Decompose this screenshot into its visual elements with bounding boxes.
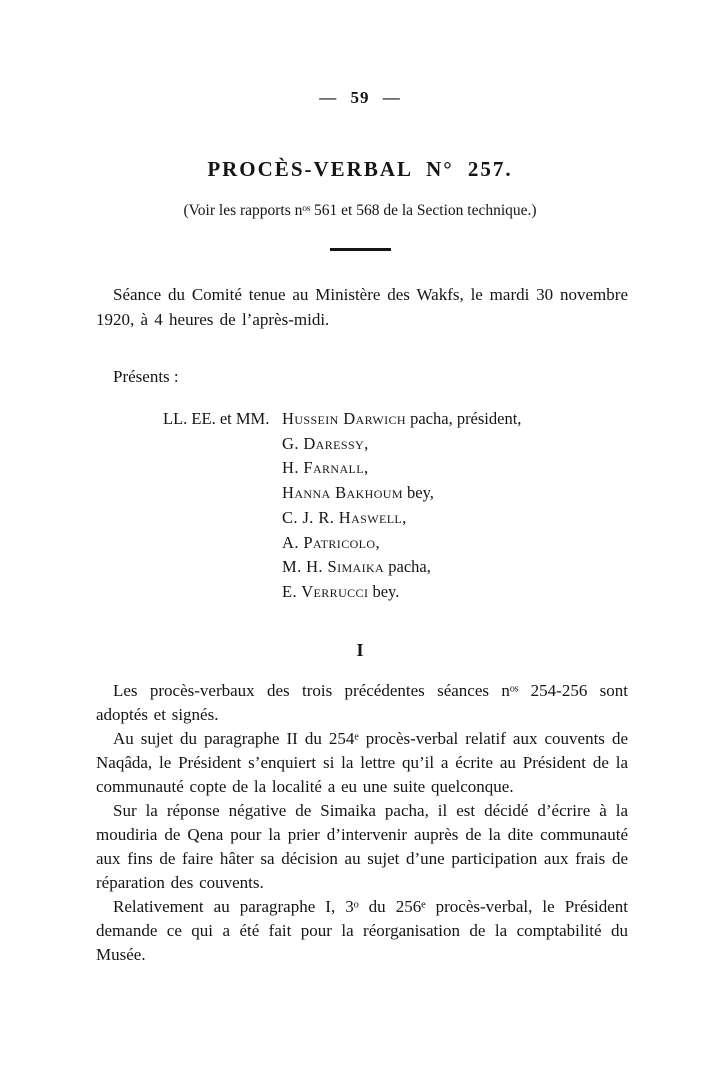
attendee-name: M. H. Simaika	[282, 557, 385, 577]
section-heading: I	[356, 640, 364, 660]
attendee-name: H. Farnall	[282, 458, 365, 478]
title-reference-note: (Voir les rapports nᵒˢ 561 et 568 de la Section technique.)	[183, 202, 537, 219]
attendee-name: A. Patricolo	[282, 532, 376, 552]
attendee-row	[163, 506, 643, 531]
attendee-row	[163, 407, 643, 432]
body-paragraph: Relativement au paragraphe I, 3ᵒ du 256ᵉ procès-verbal, le Président demande ce qui a été fait pour la réorganisation de la comptabilité du Musée.	[96, 897, 628, 964]
attendees-list	[163, 407, 643, 605]
separator-rule	[330, 248, 391, 251]
attendee-suffix: ,	[364, 458, 369, 478]
session-intro-paragraph: Séance du Comité tenue au Ministère des Wakfs, le mardi 30 novembre 1920, à 4 heures de l’après-midi.	[96, 285, 628, 329]
attendee-row	[163, 555, 643, 580]
attendee-suffix: ,	[402, 507, 407, 527]
attendee-name: G. Daressy	[282, 433, 365, 453]
attendee-row	[163, 481, 643, 506]
attendee-suffix: pacha,	[384, 557, 431, 577]
attendee-name: Hanna Bakhoum	[282, 483, 403, 503]
attendee-suffix: bey,	[402, 483, 434, 503]
attendee-prefix: LL. EE. et MM.	[163, 409, 270, 428]
section-body	[96, 679, 628, 967]
attendee-row	[163, 432, 643, 457]
attendee-row	[163, 456, 643, 481]
attendee-row	[163, 531, 643, 556]
attendee-suffix: ,	[375, 532, 380, 552]
body-paragraph: Au sujet du paragraphe II du 254ᵉ procès-verbal relatif aux couvents de Naqâda, le Président s’enquiert si la lettre qu’il a écrite au Président de la communauté copte de la localité a eu une suite quelconque.	[96, 729, 628, 796]
attendee-suffix: pacha, président,	[405, 409, 522, 428]
presents-label: Présents :	[113, 367, 179, 386]
page-number: — 59 —	[319, 88, 401, 107]
attendee-name: E. Verrucci	[282, 581, 369, 601]
attendee-suffix: bey.	[368, 581, 400, 601]
page-title: PROCÈS-VERBAL N° 257.	[207, 157, 513, 181]
body-paragraph: Les procès-verbaux des trois précédentes séances nᵒˢ 254-256 sont adoptés et signés.	[96, 681, 628, 724]
attendee-name: C. J. R. Haswell	[282, 507, 403, 527]
body-paragraph: Sur la réponse négative de Simaika pacha, il est décidé d’écrire à la moudiria de Qena pour la prier d’intervenir auprès de la dite communauté aux fins de faire hâter sa décision au sujet d’une participation aux frais de réparation des couvents.	[96, 801, 628, 892]
attendee-suffix: ,	[364, 433, 369, 453]
attendee-name: Hussein Darwich	[282, 409, 406, 428]
attendee-row	[163, 580, 643, 605]
